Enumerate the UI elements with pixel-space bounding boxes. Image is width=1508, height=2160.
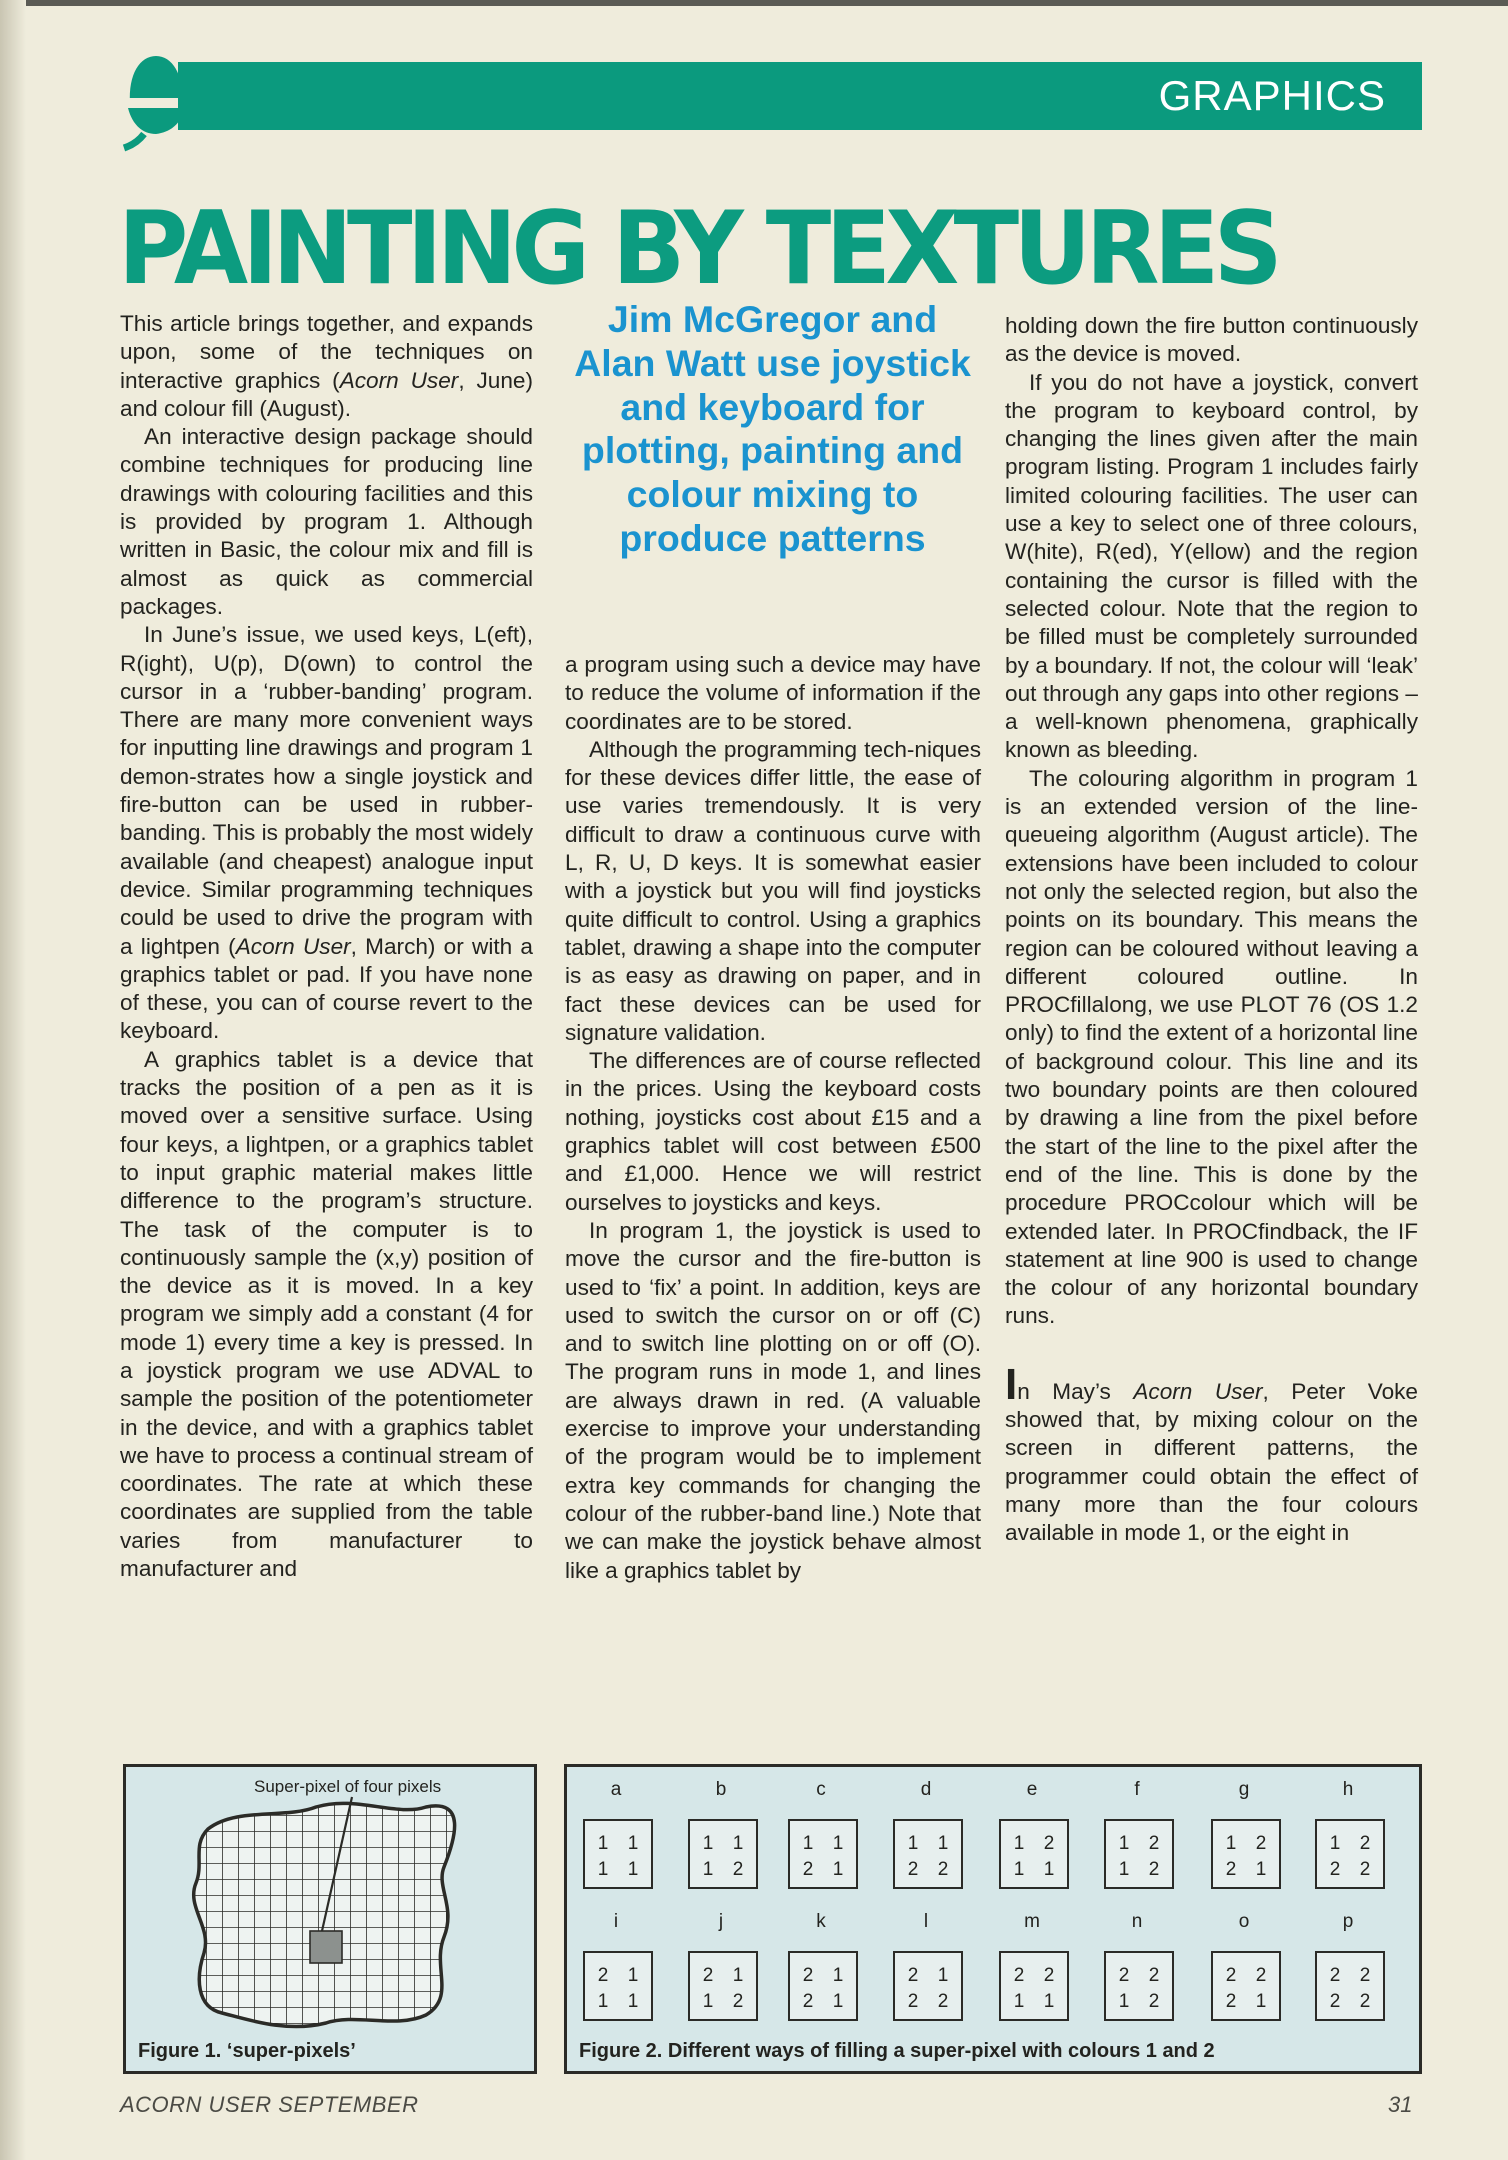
pixel-colour-value: 2	[1225, 1965, 1237, 1986]
pixel-colour-value: 1	[1043, 1859, 1055, 1880]
pixel-colour-value: 2	[1329, 1859, 1341, 1880]
pixel-colour-value: 2	[1255, 1965, 1267, 1986]
pixel-colour-value: 2	[802, 1965, 814, 1986]
pixel-colour-value: 1	[1118, 1991, 1130, 2012]
footer-magazine: ACORN USER SEPTEMBER	[120, 2092, 419, 2117]
pixel-colour-value: 2	[732, 1859, 744, 1880]
pixel-colour-value: 1	[702, 1991, 714, 2012]
paragraph: In May’s Acorn User, Peter Voke showed that, by mixing colour on the screen in different patterns, the programmer could obtain the effect of many more than the four colours available in mode 1, or the eight in	[1005, 1359, 1418, 1546]
paragraph: The colouring algorithm in program 1 is an extended version of the line-queueing algorithm (August article). The extensions have been included to colour not only the selected region, but also the points on its boundary. This means the region can be coloured without leaving a different coloured outline. In PROCfillalong, we use PLOT 76 (OS 1.2 only) to find the extent of a horizontal line of background colour. This line and its two boundary points are then coloured by drawing a line from the pixel before the start of the line to the pixel after the end of the line. This is done by the procedure PROCcolour which will be extended later. In PROCfindback, the IF statement at line 900 is used to change the colour of any horizontal boundary runs.	[1005, 765, 1418, 1329]
super-pixel-letter: l	[923, 1911, 929, 1932]
pixel-colour-value: 1	[1329, 1833, 1341, 1854]
pixel-colour-value: 1	[627, 1859, 639, 1880]
pixel-colour-value: 2	[1148, 1965, 1160, 1986]
section-banner	[178, 62, 1422, 130]
pixel-colour-value: 2	[1148, 1833, 1160, 1854]
pixel-colour-value: 2	[907, 1859, 919, 1880]
pixel-colour-value: 1	[597, 1859, 609, 1880]
super-pixel-box	[788, 1819, 858, 1889]
super-pixel-letter: m	[1024, 1911, 1040, 1932]
super-pixel-letter: o	[1238, 1911, 1250, 1932]
article-headline: PAINTING BY TEXTURES	[118, 189, 1278, 307]
pixel-colour-value: 1	[1013, 1859, 1025, 1880]
super-pixel-box	[688, 1951, 758, 2021]
super-pixel-box	[688, 1819, 758, 1889]
pixel-colour-value: 2	[907, 1991, 919, 2012]
pixel-colour-value: 1	[1013, 1991, 1025, 2012]
pixel-colour-value: 2	[1148, 1859, 1160, 1880]
super-pixel-letter: g	[1238, 1779, 1250, 1800]
page-top-edge	[0, 0, 1508, 6]
super-pixel-letter: p	[1342, 1911, 1354, 1932]
super-pixel-box	[893, 1819, 963, 1889]
article-standfirst: Jim McGregor and Alan Watt use joystick and keyboard for plotting, painting and colour mixing to produce patterns	[574, 298, 971, 559]
super-pixel-box	[999, 1951, 1069, 2021]
pixel-colour-value: 2	[1359, 1965, 1371, 1986]
paragraph: a program using such a device may have to reduce the volume of information if the coordinates are to be stored.	[565, 652, 981, 734]
pixel-colour-value: 1	[732, 1833, 744, 1854]
figure-2-caption: Figure 2. Different ways of filling a super-pixel with colours 1 and 2	[579, 2040, 1215, 2062]
paragraph: holding down the fire button continuously as the device is moved.	[1005, 313, 1418, 367]
pixel-colour-value: 1	[597, 1991, 609, 2012]
figure-1-caption: Figure 1. ‘super-pixels’	[138, 2040, 356, 2062]
pixel-colour-value: 1	[627, 1833, 639, 1854]
pixel-colour-value: 1	[907, 1833, 919, 1854]
super-pixel-box	[788, 1951, 858, 2021]
pixel-colour-value: 2	[597, 1965, 609, 1986]
pixel-colour-value: 1	[627, 1965, 639, 1986]
article-column-2	[565, 651, 981, 1585]
pixel-colour-value: 2	[802, 1859, 814, 1880]
super-pixel-box	[893, 1951, 963, 2021]
super-pixel-letter: i	[613, 1911, 619, 1932]
super-pixel-box	[999, 1819, 1069, 1889]
super-pixel-letter: a	[610, 1779, 622, 1800]
super-pixel-box	[1104, 1951, 1174, 2021]
super-pixel-letter: h	[1342, 1779, 1354, 1800]
pixel-colour-value: 1	[627, 1991, 639, 2012]
pixel-colour-value: 1	[702, 1859, 714, 1880]
pixel-colour-value: 1	[732, 1965, 744, 1986]
article-column-1	[120, 310, 533, 1583]
pixel-colour-value: 1	[1118, 1833, 1130, 1854]
super-pixel-box	[1211, 1819, 1281, 1889]
super-pixel-letter: j	[718, 1911, 724, 1932]
pixel-colour-value: 2	[1225, 1859, 1237, 1880]
page-number: 31	[1388, 2092, 1413, 2117]
pixel-colour-value: 2	[907, 1965, 919, 1986]
pixel-colour-value: 2	[1359, 1833, 1371, 1854]
super-pixel-box	[583, 1951, 653, 2021]
pixel-colour-value: 2	[1043, 1965, 1055, 1986]
pixel-colour-value: 2	[1329, 1965, 1341, 1986]
pixel-colour-value: 2	[1043, 1833, 1055, 1854]
paragraph: An interactive design package should combine techniques for producing line drawings with colouring facilities and this is provided by program 1. Although written in Basic, the colour mix and fill is almost as quick as commercial packages.	[120, 424, 533, 619]
super-pixel-letter: e	[1026, 1779, 1038, 1800]
section-label: GRAPHICS	[1158, 72, 1386, 119]
pixel-colour-value: 2	[1359, 1859, 1371, 1880]
super-pixel-letter: b	[715, 1779, 727, 1800]
paragraph: A graphics tablet is a device that tracks the position of a pen as it is moved over a sensitive surface. Using four keys, a lightpen, or a graphics tablet to input graphic material makes little difference to the program’s structure. The task of the computer is to continuously sample the (x,y) position of the device as it is moved. In a key program we simply add a constant (4 for mode 1) every time a key is pressed. In a joystick program we use ADVAL to sample the position of the potentiometer in the device, and with a graphics tablet we have to process a continual stream of coordinates. The rate at which these coordinates are supplied from the table varies from manufacturer to manufacturer and	[120, 1046, 533, 1582]
drop-cap: I	[1005, 1359, 1018, 1409]
paragraph: The differences are of course reflected in the prices. Using the keyboard costs nothing, joysticks cost about £15 and a graphics tablet will cost between £500 and £1,000. Hence we will restrict ourselves to joysticks and keys.	[565, 1048, 981, 1215]
pixel-colour-value: 2	[937, 1991, 949, 2012]
pixel-colour-value: 2	[1359, 1991, 1371, 2012]
pixel-colour-value: 1	[937, 1833, 949, 1854]
super-pixel-box	[1315, 1819, 1385, 1889]
pixel-colour-value: 1	[1013, 1833, 1025, 1854]
pixel-colour-value: 1	[802, 1833, 814, 1854]
binding-shadow	[0, 0, 26, 2160]
super-pixel-letter: f	[1134, 1779, 1140, 1800]
paragraph: Although the programming tech-niques for these devices differ little, the ease of use varies tremendously. It is very difficult to draw a continuous curve with L, R, U, D keys. It is somewhat easier with a joystick but you will find joysticks quite difficult to control. Using a graphics tablet, drawing a shape into the computer is as easy as drawing on paper, and in fact these devices can be used for signature validation.	[565, 736, 981, 1045]
super-pixel-letter: d	[920, 1779, 932, 1800]
pixel-colour-value: 1	[1043, 1991, 1055, 2012]
super-pixel-box	[1315, 1951, 1385, 2021]
super-pixel-box	[1104, 1819, 1174, 1889]
pixel-colour-value: 2	[1013, 1965, 1025, 1986]
pixel-colour-value: 1	[832, 1965, 844, 1986]
pixel-colour-value: 1	[832, 1991, 844, 2012]
super-pixel-box	[583, 1819, 653, 1889]
pixel-colour-value: 1	[937, 1965, 949, 1986]
pixel-colour-value: 2	[702, 1965, 714, 1986]
pixel-colour-value: 1	[1255, 1991, 1267, 2012]
pixel-colour-value: 2	[732, 1991, 744, 2012]
pixel-colour-value: 1	[832, 1859, 844, 1880]
super-pixel-letter: c	[816, 1779, 826, 1800]
pixel-colour-value: 2	[1329, 1991, 1341, 2012]
pixel-colour-value: 1	[1255, 1859, 1267, 1880]
pixel-colour-value: 2	[937, 1859, 949, 1880]
figure-1	[123, 1764, 537, 2074]
super-pixel-letter: n	[1131, 1911, 1143, 1932]
paragraph: This article brings together, and expands upon, some of the techniques on interactive graphics (Acorn User, June) and colour fill (August).	[120, 311, 533, 421]
pixel-colour-value: 2	[1255, 1833, 1267, 1854]
pixel-colour-value: 1	[702, 1833, 714, 1854]
pixel-colour-value: 1	[1118, 1859, 1130, 1880]
pixel-colour-value: 1	[832, 1833, 844, 1854]
article-column-3	[1005, 312, 1418, 1547]
paragraph: If you do not have a joystick, convert the program to keyboard control, by changing the lines given after the main program listing. Program 1 includes fairly limited colouring facilities. The user can use a key to select one of three colours, W(hite), R(ed), Y(ellow) and the region containing the cursor is filled with the selected colour. Note that the region to be filled must be completely surrounded by a boundary. If not, the colour will ‘leak’ out through any gaps into other regions – a well-known phenomena, graphically known as bleeding.	[1005, 369, 1418, 763]
super-pixel-grid-illustration	[126, 1767, 534, 2071]
figure-2	[564, 1764, 1422, 2074]
pixel-colour-value: 1	[597, 1833, 609, 1854]
figure-1-label: Super-pixel of four pixels	[254, 1777, 442, 1796]
pixel-colour-value: 2	[802, 1991, 814, 2012]
pixel-colour-value: 2	[1118, 1965, 1130, 1986]
pixel-colour-value: 2	[1148, 1991, 1160, 2012]
pixel-colour-value: 2	[1225, 1991, 1237, 2012]
paragraph: In program 1, the joystick is used to move the cursor and the fire-button is used to ‘fix’ a point. In addition, keys are used to switch the cursor on or off (C) and to switch line plotting on or off (O). The program runs in mode 1, and lines are always drawn in red. (A valuable exercise to improve your understanding of the program would be to implement extra key commands for changing the colour of the rubber-band line.) Note that we can make the joystick behave almost like a graphics tablet by	[565, 1217, 981, 1583]
paragraph: In June’s issue, we used keys, L(eft), R(ight), U(p), D(own) to control the cursor in a ‘rubber-banding’ program. There are many more convenient ways for inputting line drawings and program 1 demon-strates how a single joystick and fire-button can be used in rubber-banding. This is probably the most widely available (and cheapest) analogue input device. Similar programming techniques could be used to drive the program with a lightpen (Acorn User, March) or with a graphics tablet or pad. If you have none of these, you can of course revert to the keyboard.	[120, 622, 533, 1044]
super-pixel-letter: k	[816, 1911, 826, 1932]
pixel-colour-value: 1	[1225, 1833, 1237, 1854]
super-pixel-box	[1211, 1951, 1281, 2021]
